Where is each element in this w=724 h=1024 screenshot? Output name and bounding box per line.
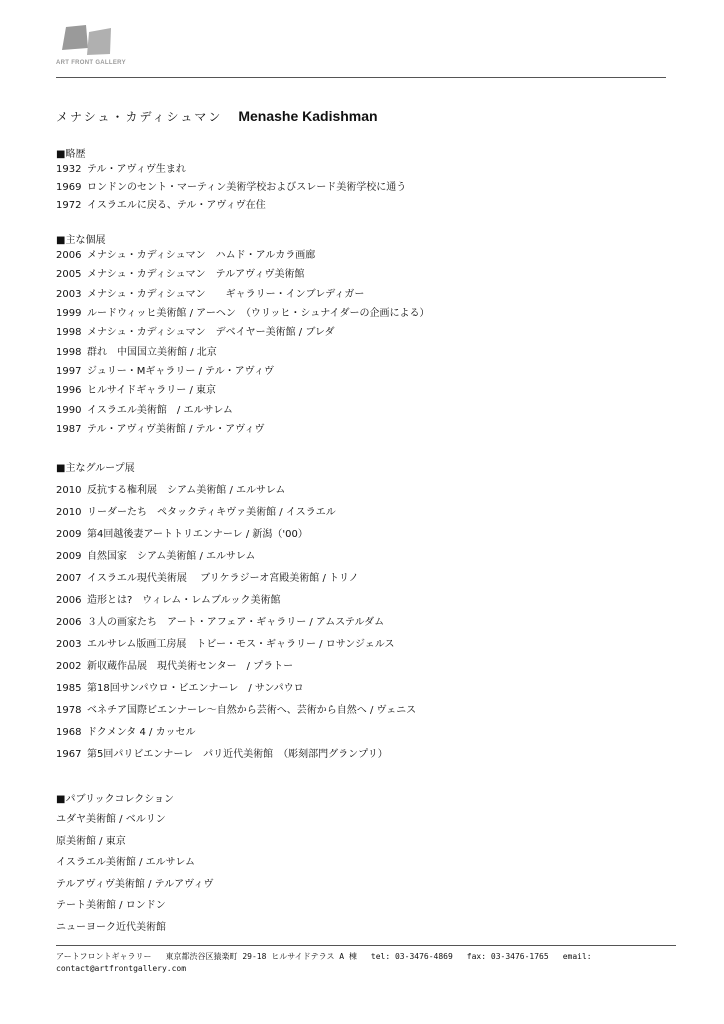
list-item: 1987 テル・アヴィヴ美術館 / テル・アヴィヴ xyxy=(56,423,265,435)
list-item: 1990 イスラエル美術館 / エルサレム xyxy=(56,404,233,416)
list-item: 2006 ３人の画家たち アート・アフェア・ギャラリー / アムステルダム xyxy=(56,617,385,628)
solo-exhibitions-section xyxy=(56,232,430,442)
list-item: 1968 ドクメンタ 4 / カッセル xyxy=(56,727,196,738)
section-heading: ■主なグループ展 xyxy=(56,463,135,474)
list-item: 1997 ジュリー・Mギャラリー / テル・アヴィヴ xyxy=(56,365,275,377)
footer-fax: fax: 03-3476-1765 xyxy=(466,952,549,961)
list-item: 1998 メナシュ・カディシュマン デベイヤー美術館 / ブレダ xyxy=(56,327,335,339)
list-item: 1932 テル・アヴィヴ生まれ xyxy=(56,164,186,175)
page-title xyxy=(56,108,378,125)
list-item: 1969 ロンドンのセント・マーティン美術学校およびスレード美術学校に通う xyxy=(56,182,407,193)
list-item: 1985 第18回サンパウロ・ビエンナーレ / サンパウロ xyxy=(56,683,304,694)
list-item: 2002 新収蔵作品展 現代美術センター / プラトー xyxy=(56,661,294,672)
section-heading: ■略歴 xyxy=(56,149,86,160)
biography-section xyxy=(56,146,406,217)
list-item: 1967 第5回パリビエンナーレ パリ近代美術館 （彫刻部門グランプリ） xyxy=(56,749,388,760)
header-divider xyxy=(56,77,666,78)
section-heading: ■主な個展 xyxy=(56,235,106,246)
title-english: Menashe Kadishman xyxy=(238,108,378,124)
footer-gallery-name: アートフロントギャラリー xyxy=(56,952,152,961)
list-item: 原美術館 / 東京 xyxy=(56,835,126,847)
list-item: 2009 自然国家 シアム美術館 / エルサレム xyxy=(56,551,256,562)
footer-divider xyxy=(56,945,676,946)
list-item: 1999 ルードウィッヒ美術館 / アーヘン （ウリッヒ・シュナイダーの企画による） xyxy=(56,307,430,319)
list-item: 1998 群れ 中国国立美術館 / 北京 xyxy=(56,346,217,358)
footer xyxy=(56,951,676,975)
logo-text: ART FRONT GALLERY xyxy=(56,60,126,66)
footer-address: 東京都渋谷区猿楽町 29-18 ヒルサイドテラス A 棟 xyxy=(165,952,357,961)
list-item: テルアヴィヴ美術館 / テルアヴィヴ xyxy=(56,878,214,890)
list-item: イスラエル美術館 / エルサレム xyxy=(56,857,196,869)
list-item: 2007 イスラエル現代美術展 ブリケラジーオ宮殿美術館 / トリノ xyxy=(56,573,359,584)
public-collections-section xyxy=(56,791,214,943)
list-item: 2003 エルサレム版画工房展 トビー・モス・ギャラリー / ロサンジェルス xyxy=(56,639,395,650)
list-item: 2005 メナシュ・カディシュマン テルアヴィヴ美術館 xyxy=(56,269,305,281)
list-item: ユダヤ美術館 / ベルリン xyxy=(56,814,166,825)
footer-email-link[interactable]: contact@artfrontgallery.com xyxy=(56,964,187,973)
title-japanese: メナシュ・カディシュマン xyxy=(56,110,223,124)
section-heading: ■パブリックコレクション xyxy=(56,794,175,805)
list-item: 2009 第4回越後妻アートトリエンナーレ / 新潟（'00） xyxy=(56,529,308,540)
list-item: 1978 ベネチア国際ビエンナーレ～自然から芸術へ、芸術から自然へ / ヴェニス xyxy=(56,705,417,716)
list-item: 2003 メナシュ・カディシュマン ギャラリー・インブレディガー xyxy=(56,288,365,300)
list-item: ニューヨーク近代美術館 xyxy=(56,921,166,933)
list-item: 1972 イスラエルに戻る、テル・アヴィヴ在住 xyxy=(56,200,266,211)
logo-icon xyxy=(56,22,126,62)
footer-email-label: email: xyxy=(562,952,592,961)
list-item: 2006 メナシュ・カディシュマン ハムド・アルカラ画廊 xyxy=(56,250,316,261)
list-item: 1996 ヒルサイドギャラリー / 東京 xyxy=(56,385,217,397)
group-exhibitions-section xyxy=(56,460,416,770)
list-item: 2010 反抗する権利展 シアム美術館 / エルサレム xyxy=(56,485,286,496)
list-item: 2010 リーダーたち ペタックティキヴァ美術館 / イスラエル xyxy=(56,507,336,518)
list-item: テート美術館 / ロンドン xyxy=(56,900,166,912)
list-item: 2006 造形とは? ウィレム・レムブルック美術館 xyxy=(56,595,281,606)
footer-tel: tel: 03-3476-4869 xyxy=(370,952,453,961)
